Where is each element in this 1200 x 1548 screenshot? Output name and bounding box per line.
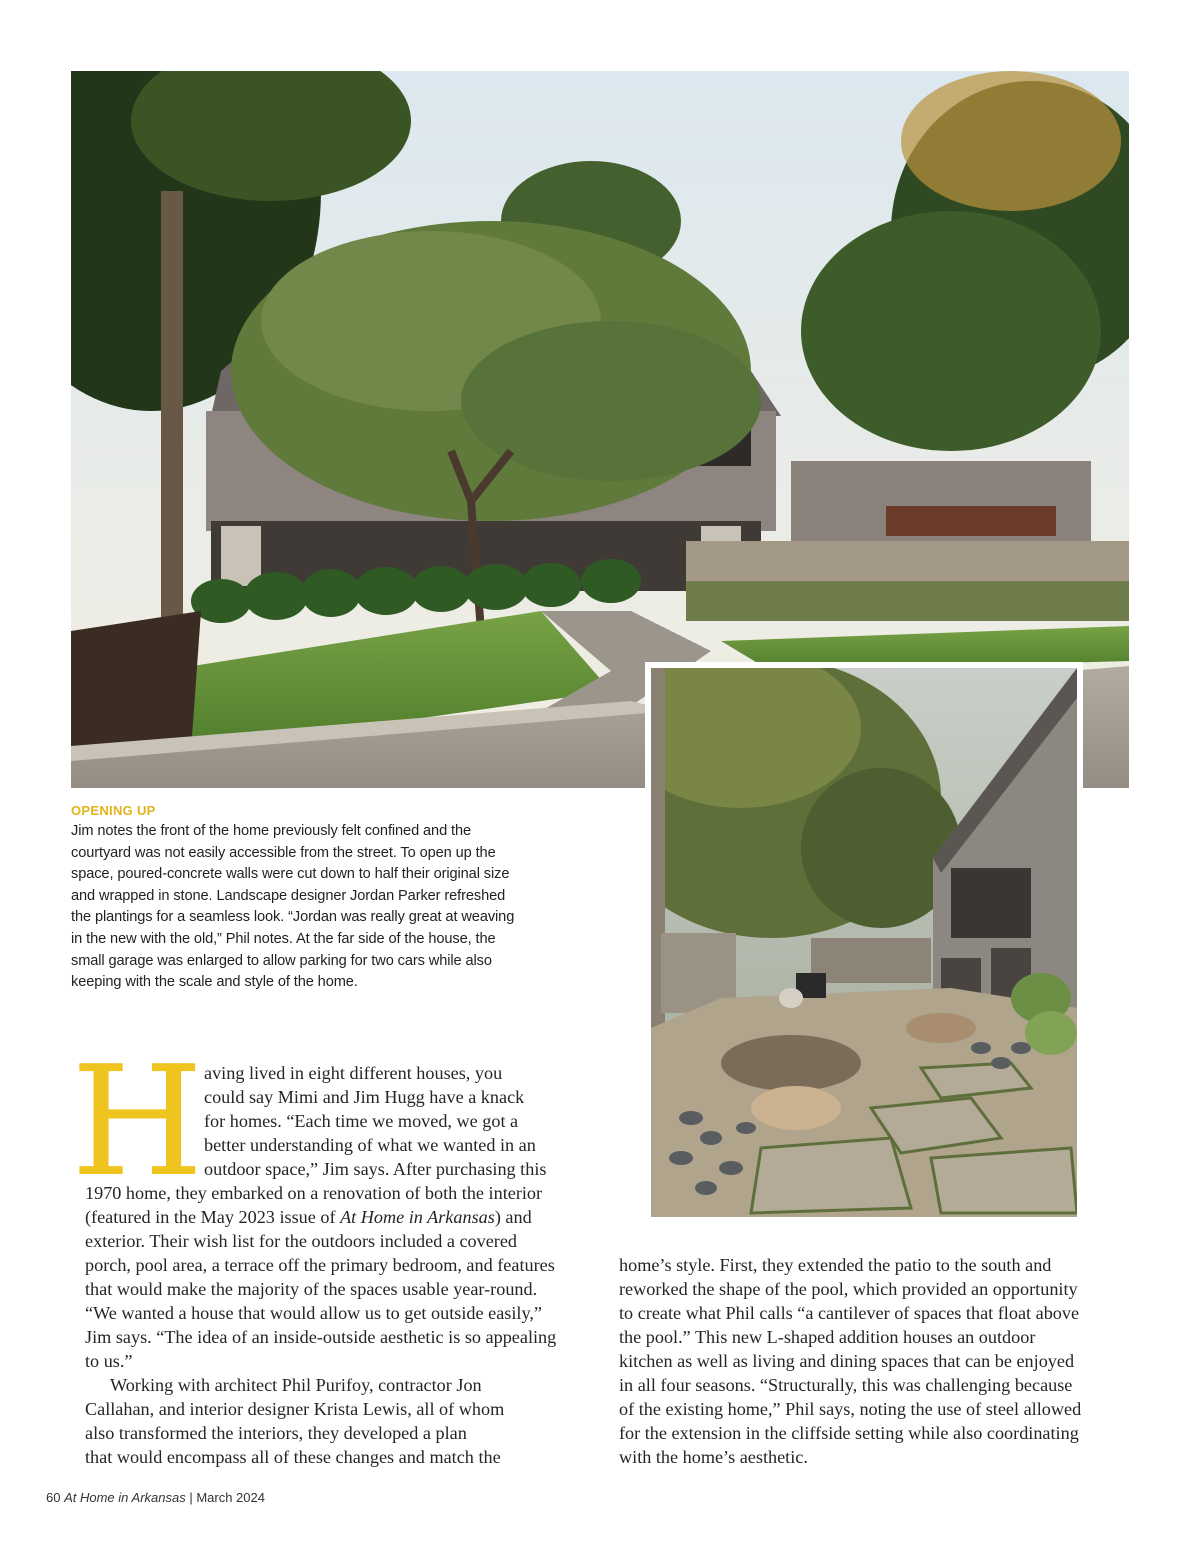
body-line: exterior. Their wish list for the outdoors included a covered — [85, 1231, 518, 1251]
magazine-title-italic: At Home in Arkansas — [340, 1207, 495, 1227]
body-line: porch, pool area, a terrace off the primary bedroom, and features — [85, 1255, 555, 1275]
body-line: for homes. “Each time we moved, we got a — [204, 1111, 519, 1131]
body-line: aving lived in eight different houses, you — [204, 1063, 503, 1083]
body-line: also transformed the interiors, they developed a plan — [85, 1423, 467, 1443]
body-line: better understanding of what we wanted in an — [204, 1135, 536, 1155]
inset-photo-courtyard — [645, 662, 1083, 1223]
body-line: with the home’s aesthetic. — [619, 1447, 808, 1467]
caption-body — [71, 821, 591, 994]
photo-caption — [71, 803, 591, 994]
body-line: reworked the shape of the pool, which provided an opportunity — [619, 1279, 1078, 1299]
body-line: the pool.” This new L-shaped addition houses an outdoor — [619, 1327, 1036, 1347]
footer-separator: | — [185, 1490, 197, 1505]
body-line: “We wanted a house that would allow us to get outside easily,” — [85, 1303, 542, 1323]
issue-date: March 2024 — [196, 1490, 265, 1505]
caption-heading: OPENING UP — [71, 803, 156, 818]
caption-line: small garage was enlarged to allow parking for two cars while also — [71, 952, 492, 969]
body-text: (featured in the May 2023 issue of — [85, 1207, 341, 1227]
body-line: of the existing home,” Phil says, noting the use of steel allowed — [619, 1399, 1082, 1419]
page-number: 60 — [46, 1490, 61, 1505]
body-line: outdoor space,” Jim says. After purchasing this — [204, 1159, 547, 1179]
caption-line: courtyard was not easily accessible from the street. To open up the — [71, 844, 496, 861]
body-text: ) and — [494, 1207, 532, 1227]
drop-cap: H — [71, 1033, 204, 1210]
caption-line: Jim notes the front of the home previously felt confined and the — [71, 823, 472, 839]
body-line: 1970 home, they embarked on a renovation of both the interior — [85, 1183, 543, 1203]
magazine-name: At Home in Arkansas — [64, 1490, 186, 1505]
body-line: could say Mimi and Jim Hugg have a knack — [204, 1087, 525, 1107]
body-line: for the extension in the cliffside setting while also coordinating — [619, 1423, 1079, 1443]
body-line: Working with architect Phil Purifoy, contractor Jon — [110, 1375, 482, 1395]
caption-line: the plantings for a seamless look. “Jordan was really great at weaving — [71, 909, 515, 926]
body-line: to create what Phil calls “a cantilever of spaces that float above — [619, 1303, 1080, 1323]
caption-line: keeping with the scale and style of the home. — [71, 974, 358, 991]
body-line: Callahan, and interior designer Krista Lewis, all of whom — [85, 1399, 505, 1419]
caption-line: space, poured-concrete walls were cut down to half their original size — [71, 866, 510, 883]
body-line: kitchen as well as living and dining spaces that can be enjoyed — [619, 1351, 1075, 1371]
body-line: that would encompass all of these changes and match the — [85, 1447, 501, 1467]
body-line: that would make the majority of the spaces usable year-round. — [85, 1279, 538, 1299]
page-footer — [46, 1490, 265, 1505]
body-line: home’s style. First, they extended the patio to the south and — [619, 1255, 1052, 1275]
caption-line: in the new with the old,” Phil notes. At the far side of the house, the — [71, 930, 496, 947]
body-line-with-italic — [85, 1207, 532, 1228]
body-line: to us.” — [85, 1351, 133, 1371]
body-line: Jim says. “The idea of an inside-outside aesthetic is so appealing — [85, 1327, 557, 1347]
body-line: in all four seasons. “Structurally, this was challenging because — [619, 1375, 1073, 1395]
caption-line: and wrapped in stone. Landscape designer Jordan Parker refreshed — [71, 887, 506, 904]
